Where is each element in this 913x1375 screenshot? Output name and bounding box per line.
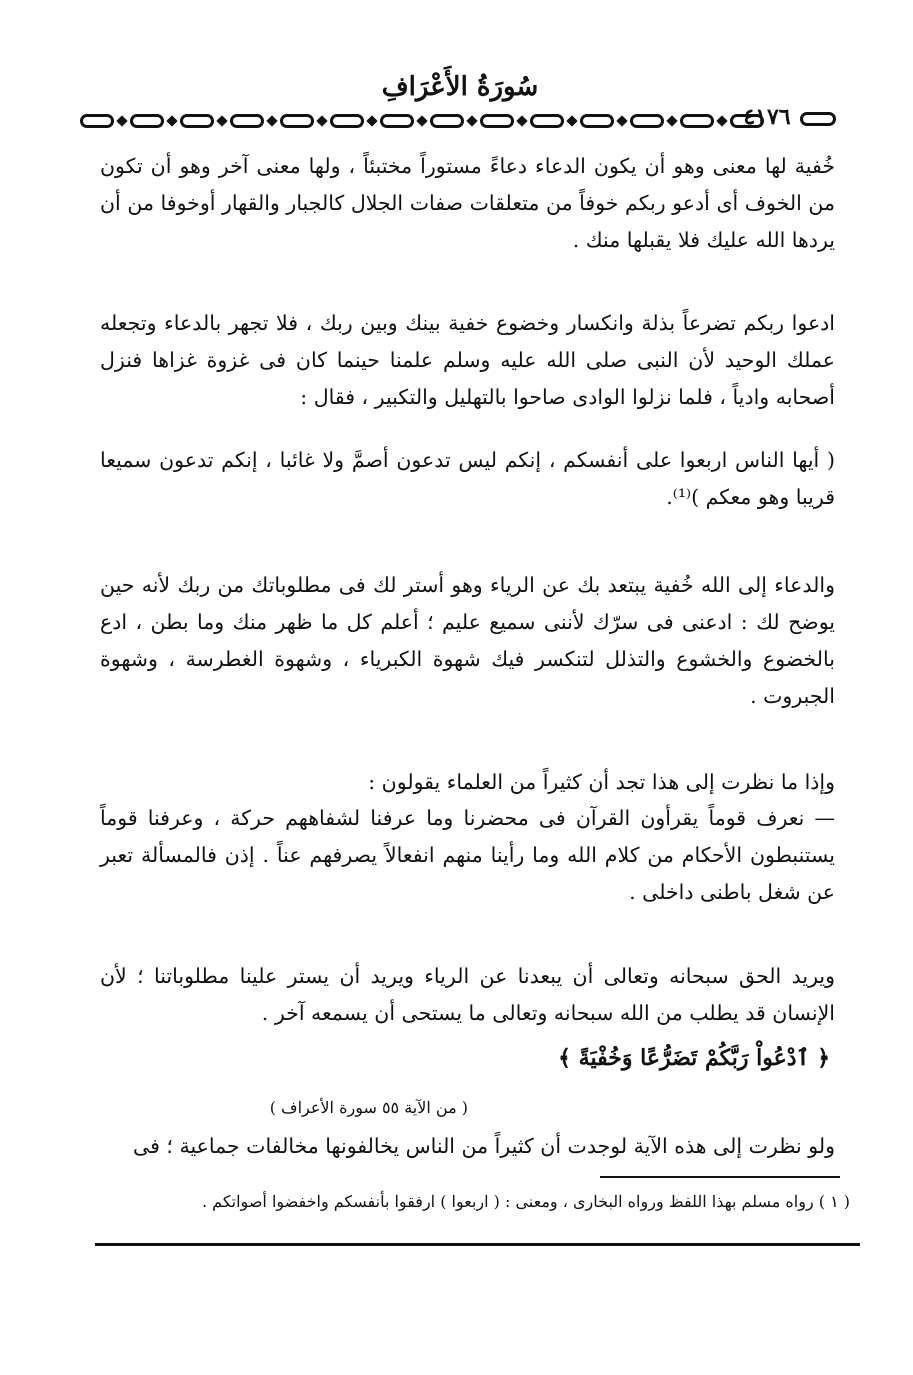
paragraph-5	[100, 958, 835, 1032]
paragraph-1	[100, 148, 835, 259]
hadith-quote	[100, 442, 835, 516]
sura-title: سُورَةُ الأَعْرَافِ	[381, 72, 539, 102]
footnote: ( ١ ) رواه مسلم بهذا اللفظ ورواه البخارى ، ومعنى : ( اربعوا ) ارفقوا بأنفسكم واخفضوا أصواتكم .	[202, 1192, 850, 1211]
page-bottom-rule	[95, 1243, 860, 1246]
verse-reference: ( من الآية ٥٥ سورة الأعراف )	[269, 1098, 468, 1117]
paragraph-text: ادعوا ربكم تضرعاً بذلة وانكسار وخضوع خفية بينك وبين ربك ، فلا تجهر بالدعاء وتجعله عملك الوحيد لأن النبى صلى الله عليه وسلم علمنا حينما كان فى غزوة غزاها فنزل أصحابه وادياً ، فلما نزلوا الوادى صاحوا بالتهليل والتكبير ، فقال :	[100, 311, 835, 409]
paragraph-2	[100, 305, 835, 416]
paragraph-6	[100, 1128, 835, 1165]
footnote-divider	[600, 1176, 840, 1178]
paragraph-4	[100, 764, 835, 801]
paragraph-text: والدعاء إلى الله خُفية يبتعد بك عن الرياء وهو أستر لك فى مطلوباتك من ربك لأنه حين يوضح لك : ادعنى فى سرّك لأننى سميع عليم ؛ أعلم كل ما ظهر منك وما بطن ، ادع بالخضوع والخشوع والتذلل لتنكسر فيك شهوة الكبرياء ، وشهوة الغطرسة ، وشهوة الجبروت .	[100, 573, 835, 708]
paragraph-text: ( أيها الناس اربعوا على أنفسكم ، إنكم ليس تدعون أصمَّ ولا غائبا ، إنكم تدعون سميعا قريبا وهو معكم )⁽¹⁾.	[100, 448, 835, 509]
paragraph-text: ويريد الحق سبحانه وتعالى أن يبعدنا عن الرياء ويريد أن يستر علينا مطلوباتنا ؛ لأن الإنسان قد يطلب من الله سبحانه وتعالى ما يستحى أن يسمعه آخر .	[100, 964, 835, 1025]
header-ornament-end	[800, 112, 836, 126]
scholars-quote	[100, 800, 835, 911]
paragraph-3	[100, 567, 835, 715]
paragraph-text: — نعرف قوماً يقرأون القرآن فى محضرنا وما عرفنا لشفاههم حركة ، وعرفنا قوماً يستنبطون الأحكام من كلام الله وما رأينا منهم انفعالاً يصرفهم عناً . إذن فالمسألة تعبر عن شغل باطنى داخلى .	[100, 806, 835, 904]
paragraph-text: خُفية لها معنى وهو أن يكون الدعاء دعاءً مستوراً مختبئاً ، ولها معنى آخر وهو أن تكون من الخوف أى أدعو ربكم خوفاً من متعلقات صفات الجلال كالجبار والقهار أوخوفا من أن يردها الله عليك فلا يقبلها منك .	[100, 154, 835, 252]
header-ornament	[80, 110, 730, 132]
paragraph-text: ولو نظرت إلى هذه الآية لوجدت أن كثيراً من الناس يخالفونها مخالفات جماعية ؛ فى	[133, 1134, 835, 1158]
quran-verse: ﴿ ٱدْعُواْ رَبَّكُمْ تَضَرُّعًا وَخُفْيَةً ﴾	[558, 1045, 830, 1071]
paragraph-text: وإذا ما نظرت إلى هذا تجد أن كثيراً من العلماء يقولون :	[368, 770, 835, 794]
page-number: ٤١٧٦	[743, 104, 791, 130]
